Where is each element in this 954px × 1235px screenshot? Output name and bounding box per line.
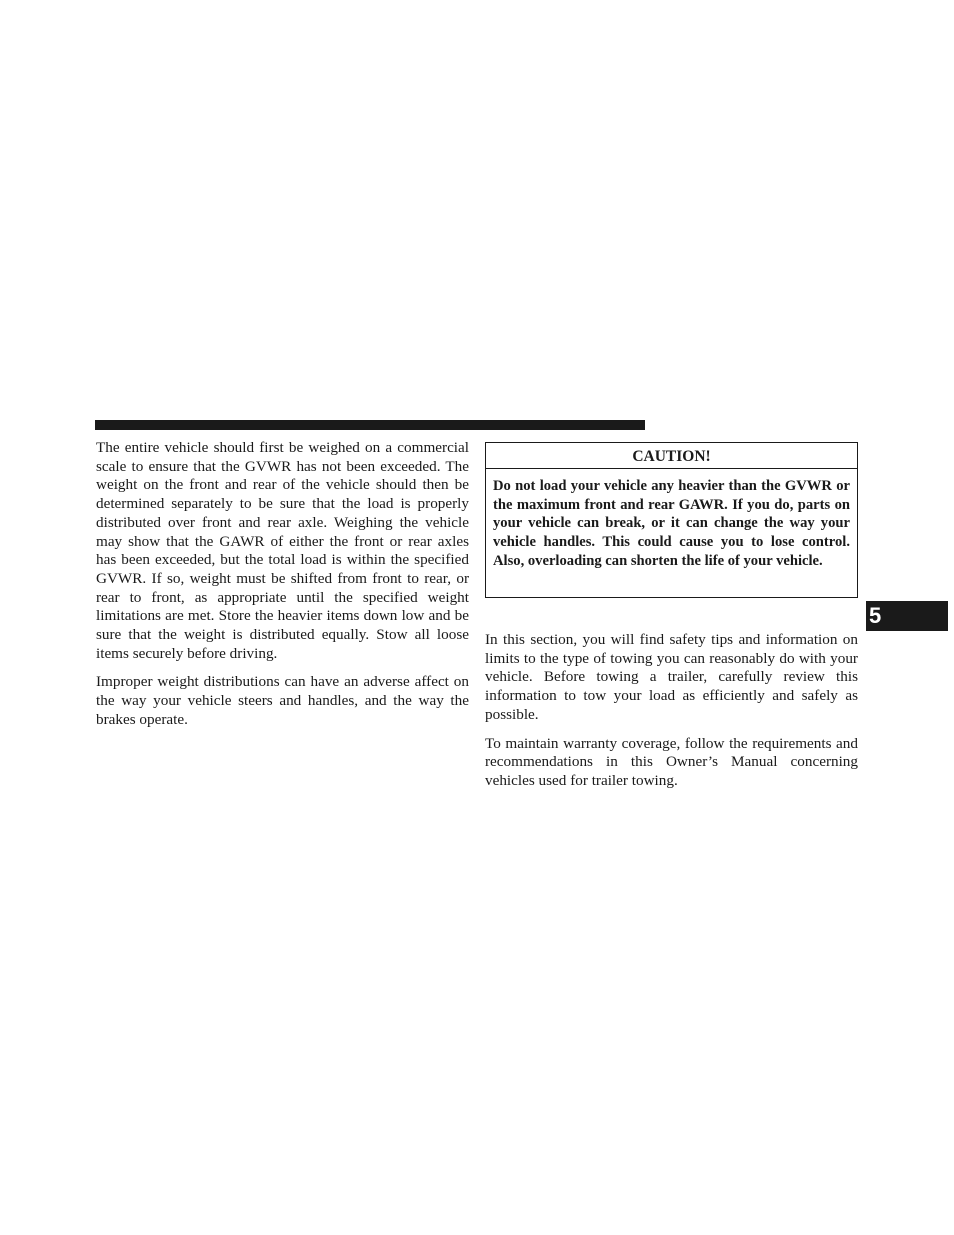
left-column xyxy=(96,439,469,740)
paragraph-towing-intro: In this section, you will find safety tips and information on limits to the type of towing you can reasonably do with your vehicle. Before towing a trailer, carefully review this information to tow your load as efficiently and safely as possible. xyxy=(485,631,858,723)
caution-text: Do not load your vehicle any heavier than the GVWR or the maximum front and rear GAWR. If you do, parts on your vehicle can break, or it can change the way your vehicle handles. This could cause you to lose control. Also, overloading can shorten the life of your vehicle. xyxy=(493,478,850,569)
paragraph-weight-distribution: Improper weight distributions can have an adverse affect on the way your vehicle steers and handles, and the way the brakes operate. xyxy=(96,673,469,728)
caution-box xyxy=(485,442,858,598)
section-divider-bar xyxy=(95,420,645,430)
caution-title: CAUTION! xyxy=(486,443,857,469)
paragraph-warranty: To maintain warranty coverage, follow the requirements and recommendations in this Owner’s Manual concerning vehicles used for trailer towing. xyxy=(485,734,858,789)
chapter-tab: 5 xyxy=(866,601,948,631)
right-column xyxy=(485,631,858,801)
paragraph-weight-check: The entire vehicle should first be weighed on a commercial scale to ensure that the GVWR has not been exceeded. The weight on the front and rear of the vehicle should then be determined separately to be sure that the load is properly distributed over front and rear axle. Weighing the vehicle may show that the GAWR of either the front or rear axles has been exceeded, but the total load is within the specified GVWR. If so, weight must be shifted from front to rear, or rear to front, as appropriate until the specified weight limitations are met. Store the heavier items down low and be sure that the weight is distributed equally. Stow all loose items securely before driving. xyxy=(96,439,469,662)
